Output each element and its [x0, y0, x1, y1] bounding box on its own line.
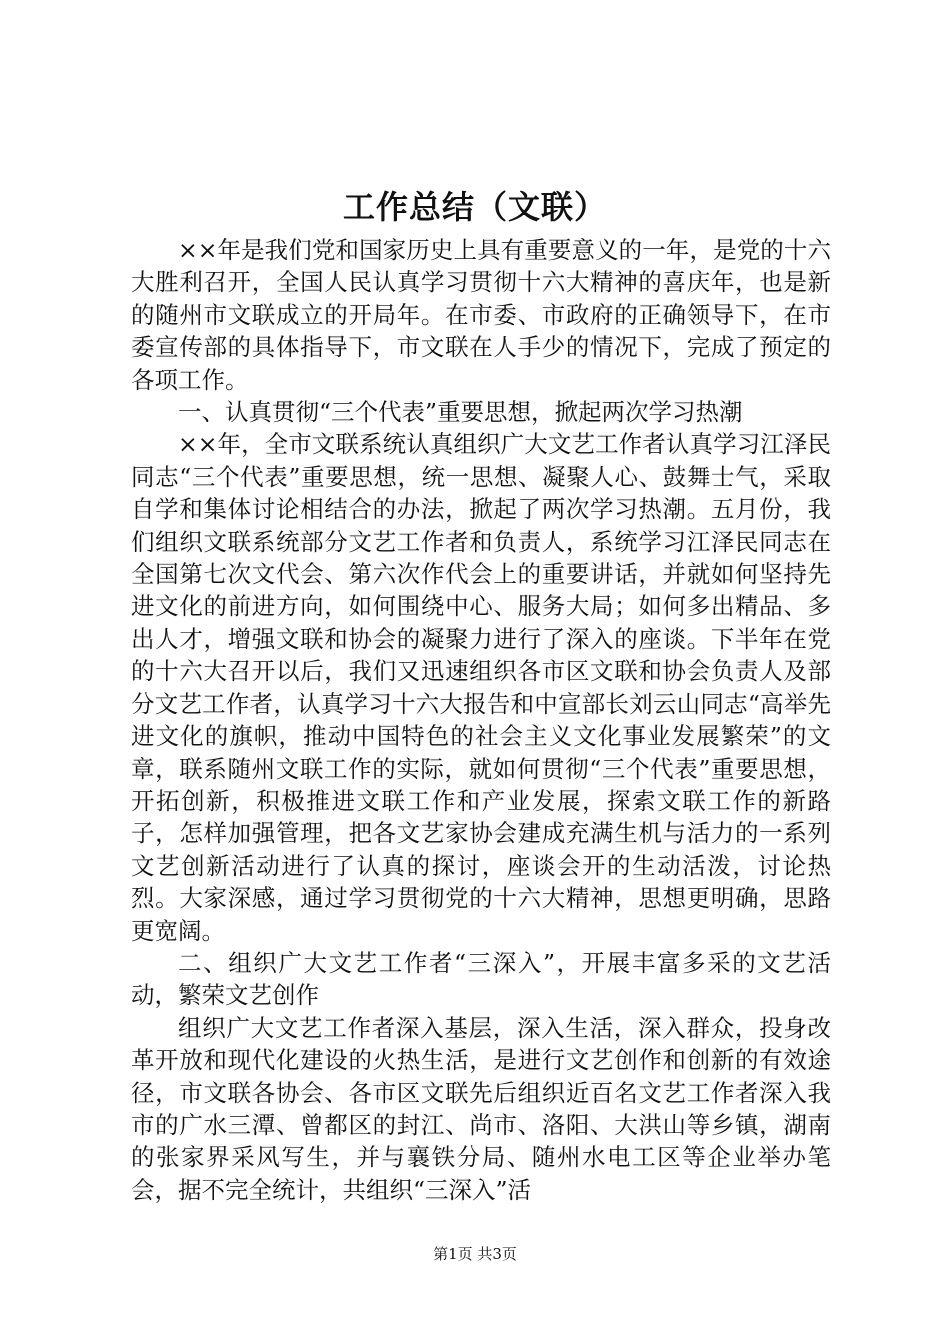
document-body: [131, 234, 831, 1206]
paragraph-section-1: ××年，全市文联系统认真组织广大文艺工作者认真学习江泽民同志“三个代表”重要思想，统一思想、凝聚人心、鼓舞士气，采取自学和集体讨论相结合的办法，掀起了两次学习热潮。五月份，我们组织文联系统部分文艺工作者和负责人，系统学习江泽民同志在全国第七次文代会、第六次作代会上的重要讲话，并就如何坚持先进文化的前进方向，如何围绕中心、服务大局；如何多出精品、多出人才，增强文联和协会的凝聚力进行了深入的座谈。下半年在党的十六大召开以后，我们又迅速组织各市区文联和协会负责人及部分文艺工作者，认真学习十六大报告和中宣部长刘云山同志“高举先进文化的旗帜，推动中国特色的社会主义文化事业发展繁荣”的文章，联系随州文联工作的实际，就如何贯彻“三个代表”重要思想，开拓创新，积极推进文联工作和产业发展，探索文联工作的新路子，怎样加强管理，把各文艺家协会建成充满生机与活力的一系列文艺创新活动进行了认真的探讨，座谈会开的生动活泼，讨论热烈。大家深感，通过学习贯彻党的十六大精神，思想更明确，思路更宽阔。: [131, 430, 831, 945]
section-heading-2: 二、组织广大文艺工作者“三深入”，开展丰富多采的文艺活动，繁荣文艺创作: [131, 948, 831, 1010]
document-title: 工作总结（文联）: [342, 188, 607, 226]
page-number-footer: 第1页 共3页: [433, 1245, 517, 1263]
section-heading-1: 一、认真贯彻“三个代表”重要思想，掀起两次学习热潮: [178, 398, 743, 427]
paragraph-intro: ××年是我们党和国家历史上具有重要意义的一年，是党的十六大胜利召开，全国人民认真学习贯彻十六大精神的喜庆年，也是新的随州市文联成立的开局年。在市委、市政府的正确领导下，在市委宣传部的具体指导下，市文联在人手少的情况下，完成了预定的各项工作。: [131, 236, 831, 394]
paragraph-section-2: 组织广大文艺工作者深入基层，深入生活，深入群众，投身改革开放和现代化建设的火热生活，是进行文艺创作和创新的有效途径，市文联各协会、各市区文联先后组织近百名文艺工作者深入我市的广水三潭、曾都区的封江、尚市、洛阳、大洪山等乡镇，湖南的张家界采风写生，并与襄铁分局、随州水电工区等企业举办笔会，据不完全统计，共组织“三深入”活: [131, 1013, 831, 1204]
